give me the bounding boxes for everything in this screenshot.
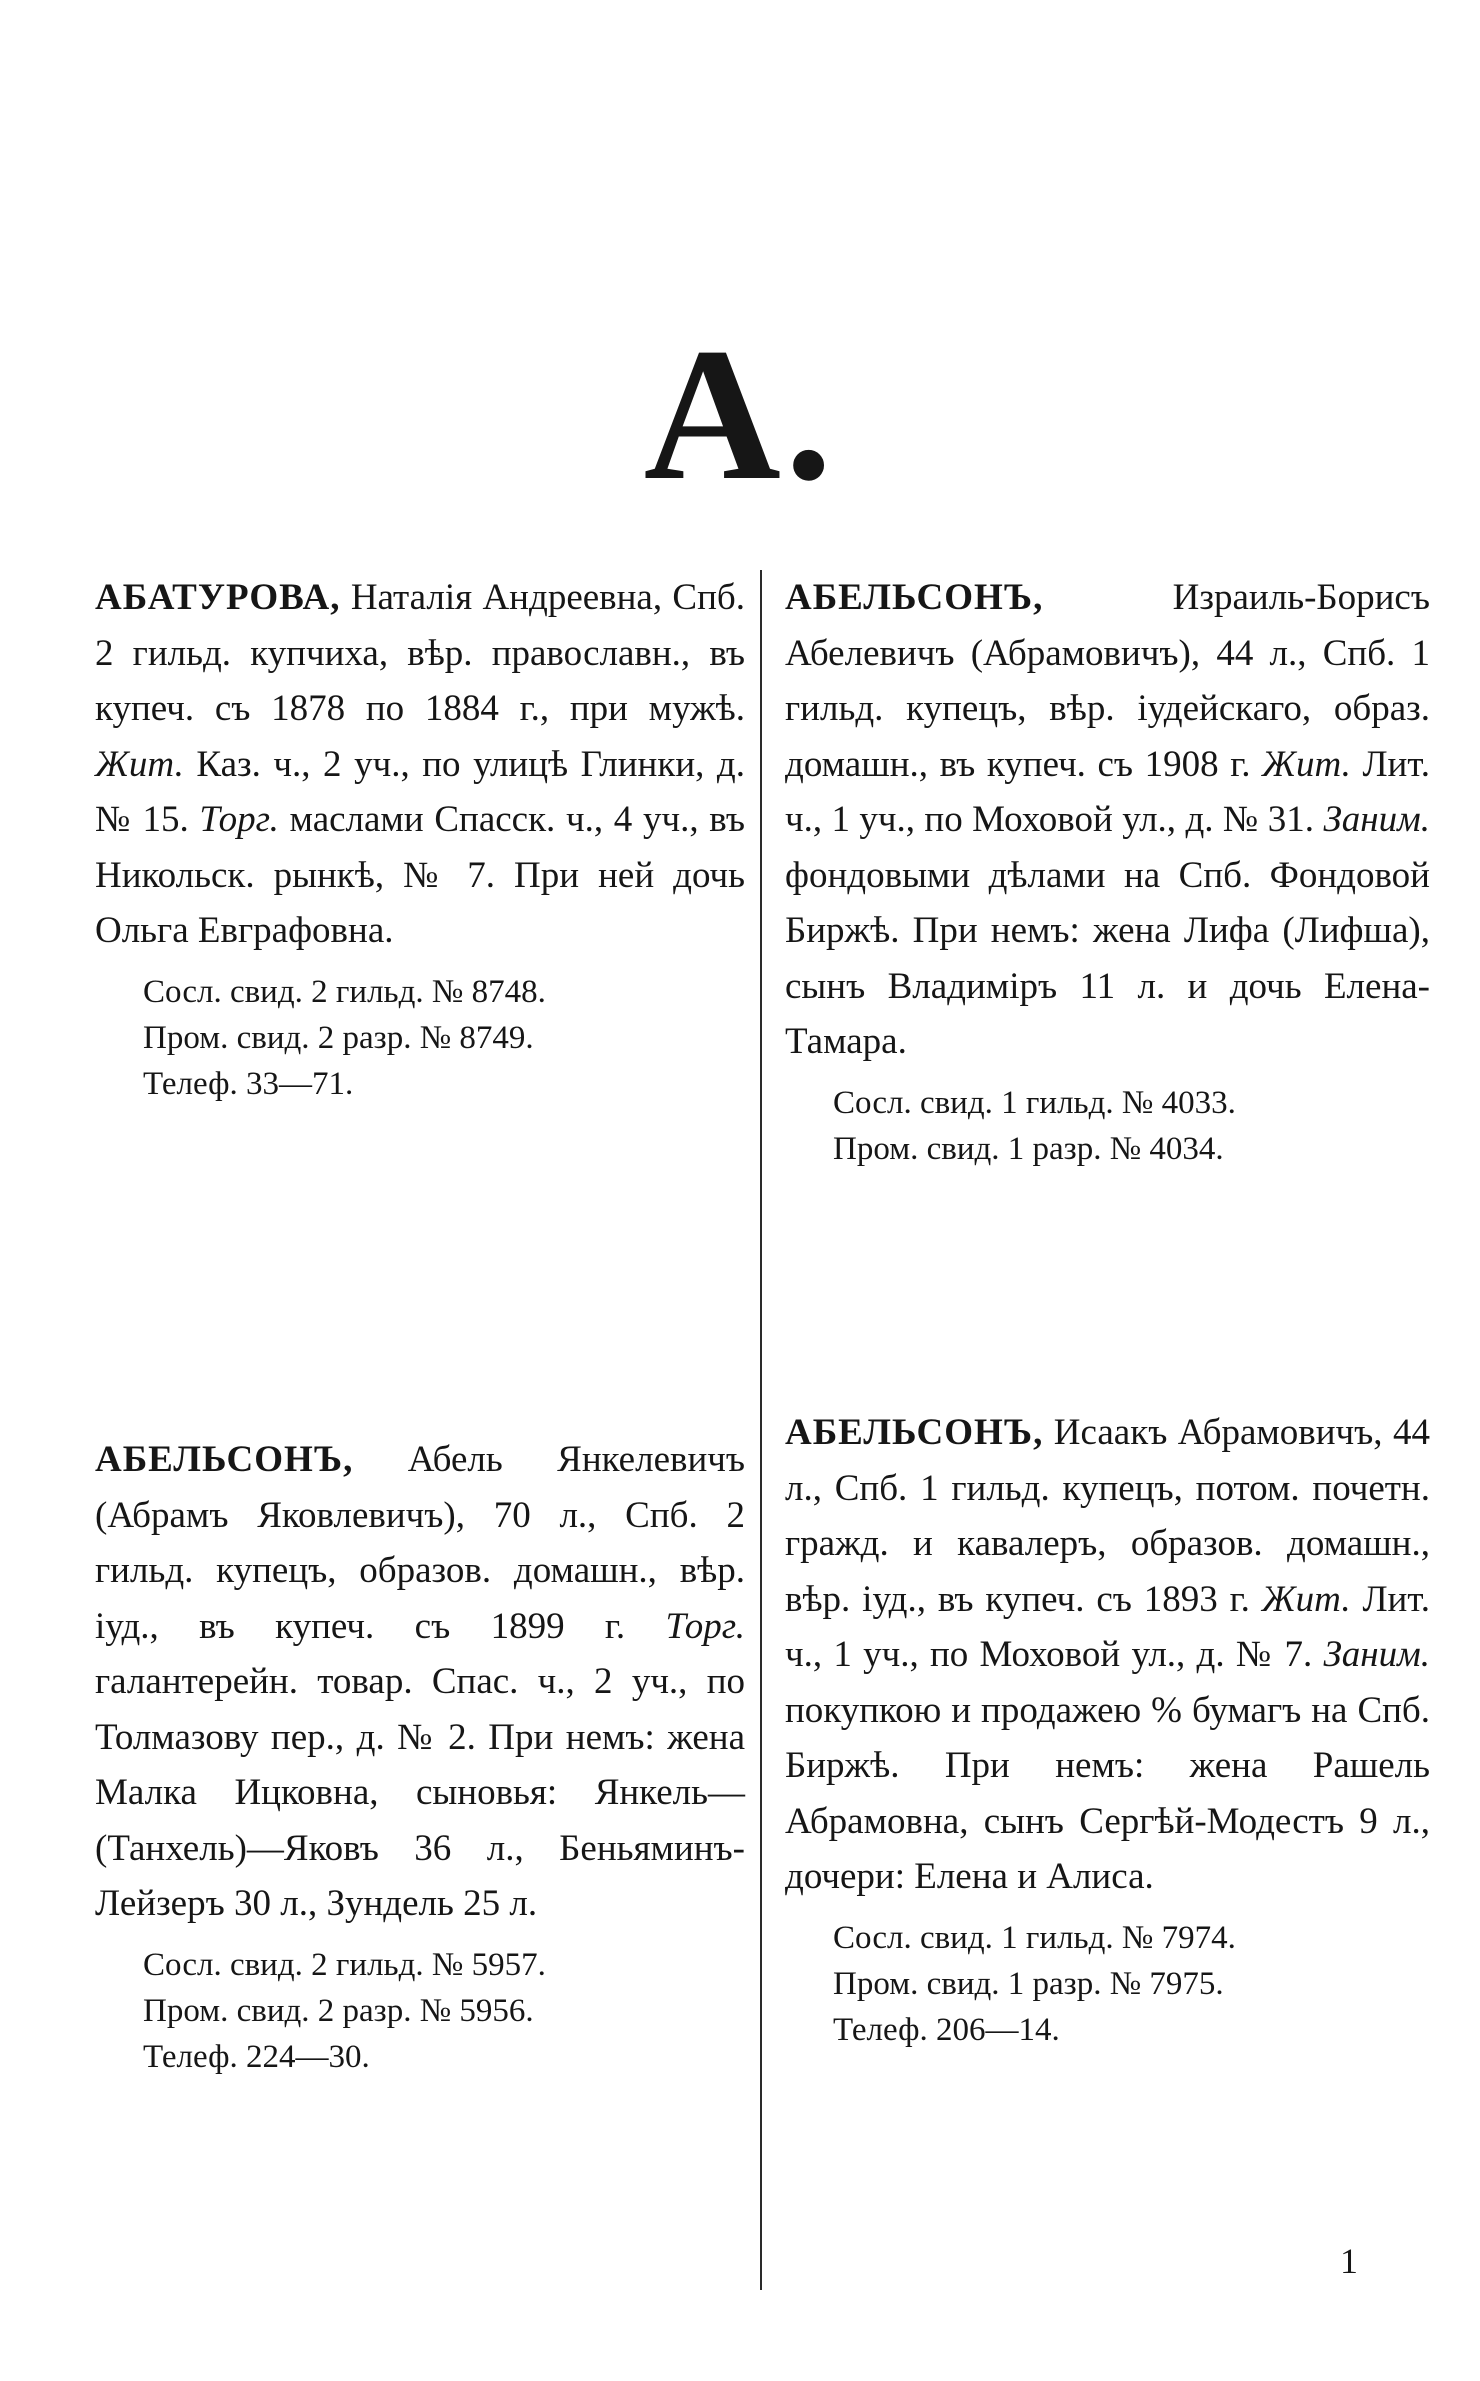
entry-body-part: покупкою и продажею % бумагъ на Спб. Биржѣ. При немъ: жена Рашель Абрамовна, сынъ Сергѣй-Модестъ 9 л., дочери: Елена и Алиса. (785, 1689, 1430, 1897)
entry-keyword: Жит. (95, 743, 184, 785)
certificate-line: Сосл. свид. 2 гильд. № 8748. (143, 973, 546, 1010)
phone-line: Телеф. 206—14. (833, 2011, 1060, 2048)
page-number: 1 (1340, 2241, 1358, 2281)
entry-body-part: фондовыми дѣлами на Спб. Фондовой Биржѣ. При немъ: жена Лифа (Лифша), сынъ Владиміръ 11 л. и дочь Елена-Тамара. (785, 854, 1430, 1062)
entry-keyword: Заним. (1323, 1634, 1430, 1675)
entry-keyword: Торг. (665, 1605, 745, 1647)
entry-keyword: Жит. (1262, 743, 1351, 785)
entry-text (95, 570, 745, 959)
entry-keyword: Заним. (1323, 799, 1430, 840)
entry-certificates (95, 1942, 745, 2080)
directory-entry (785, 570, 1430, 1172)
section-letter-heading: А. (643, 310, 837, 520)
entry-surname: АБЕЛЬСОНЪ, (785, 1412, 1044, 1453)
certificate-line: Сосл. свид. 2 гильд. № 5957. (143, 1946, 546, 1983)
entry-keyword: Торг. (199, 799, 279, 840)
certificate-line: Сосл. свид. 1 гильд. № 7974. (833, 1919, 1236, 1956)
phone-line: Телеф. 33—71. (143, 1065, 354, 1102)
entry-body-part: Наталія Андреевна, Спб. 2 гильд. купчиха, вѣр. православн., въ купеч. съ 1878 по 1884 г., при мужѣ. (95, 577, 745, 729)
certificate-line: Пром. свид. 1 разр. № 7975. (833, 1965, 1224, 2002)
entry-surname: АБЕЛЬСОНЪ, (95, 1439, 354, 1480)
entry-certificates (95, 969, 745, 1107)
entry-certificates (785, 1915, 1430, 2053)
entry-body-part: Абель Янкелевичъ (Абрамъ Яковлевичъ), 70 л., Спб. 2 гильд. купецъ, образов. домашн., вѣр. іуд., въ купеч. съ 1899 г. (95, 1439, 745, 1647)
directory-entry (95, 570, 745, 1107)
entry-body-part: Лит. ч., 1 уч., по Моховой ул., д. № 7. (785, 1578, 1430, 1675)
entry-body-part: маслами Спасск. ч., 4 уч., въ Никольск. рынкѣ, № 7. При ней дочь Ольга Евграфовна. (95, 799, 745, 951)
entry-body-part: Каз. ч., 2 уч., по улицѣ Глинки, д. № 15. (95, 743, 745, 840)
column-divider (760, 570, 762, 2290)
certificate-line: Пром. свид. 2 разр. № 5956. (143, 1992, 534, 2029)
phone-line: Телеф. 224—30. (143, 2038, 370, 2075)
entry-surname: АБЕЛЬСОНЪ, (785, 577, 1044, 618)
directory-entry (785, 1405, 1430, 2053)
certificate-line: Пром. свид. 2 разр. № 8749. (143, 1019, 534, 1056)
entry-surname: АБАТУРОВА, (95, 577, 341, 618)
entry-body-part: галантерейн. товар. Спас. ч., 2 уч., по Толмазову пер., д. № 2. При немъ: жена Малка Ицковна, сыновья: Янкель—(Танхель)—Яковъ 36 л., Беньяминъ-Лейзеръ 30 л., Зундель 25 л. (95, 1661, 745, 1924)
entry-certificates (785, 1080, 1430, 1172)
entry-text (785, 570, 1430, 1070)
entry-text (95, 1432, 745, 1932)
entry-body-part: Исаакъ Абрамовичъ, 44 л., Спб. 1 гильд. купецъ, потом. почетн. гражд. и кавалеръ, образов. домашн., вѣр. іуд., въ купеч. съ 1893 г. (785, 1412, 1430, 1620)
certificate-line: Пром. свид. 1 разр. № 4034. (833, 1130, 1224, 1167)
entry-body-part: Лит. ч., 1 уч., по Моховой ул., д. № 31. (785, 743, 1430, 840)
directory-entry (95, 1432, 745, 2080)
entry-body-part: Израиль-Борисъ Абелевичъ (Абрамовичъ), 44 л., Спб. 1 гильд. купецъ, вѣр. іудейскаго, образ. домашн., въ купеч. съ 1908 г. (785, 577, 1430, 785)
entry-text (785, 1405, 1430, 1905)
certificate-line: Сосл. свид. 1 гильд. № 4033. (833, 1084, 1236, 1121)
entry-keyword: Жит. (1261, 1578, 1351, 1620)
